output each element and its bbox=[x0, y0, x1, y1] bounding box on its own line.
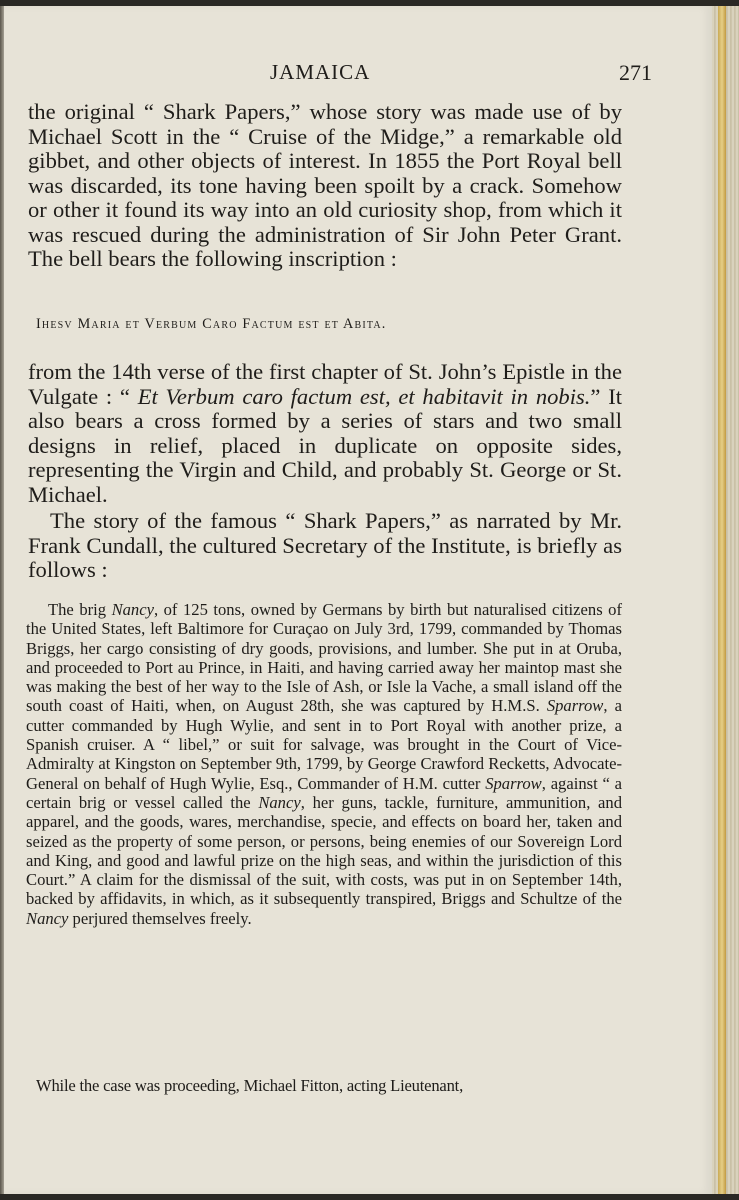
running-title: JAMAICA bbox=[270, 60, 371, 84]
quote-text-2: , of 125 tons, owned by Germans by birth but naturalised citizens of the United States, left Baltimore for Curaçao on July 3rd, 1799, commanded by Thomas Briggs, her cargo consisting of dry goods, provisions, and lumber. She put in at Oruba, and proceeded to Port au Prince, in Haiti, and having carried away her maintop mast she was making the best of her way to the Isle of Ash, or Isle la Vache, a small island off the south coast of Haiti, when, on August 28th, she was captured by H.M.S. bbox=[26, 600, 622, 716]
quote-text-5: , her guns, tackle, furniture, ammunition, and apparel, and the goods, wares, merchandise, specie, and effects on board her, taken and seized as the property of some person, or persons, being enemies of our Sovereign Lord and King, and good and lawful prize on the high seas, and within the jurisdiction of this Court.” A claim for the dismissal of the suit, with costs, was put in on September 14th, backed by affidavits, in which, as it subsequently transpired, Briggs and Schultze of the bbox=[26, 792, 622, 909]
latin-quote: Et Verbum caro factum est, et habitavit in nobis. bbox=[137, 383, 591, 409]
bell-inscription: Ihesv Maria et Verbum Caro Factum est et Abita. bbox=[36, 316, 387, 332]
ship-name: Sparrow bbox=[485, 773, 542, 793]
shark-papers-quote bbox=[26, 600, 622, 928]
paragraph-1-block bbox=[28, 100, 622, 272]
ship-name: Sparrow bbox=[546, 696, 604, 716]
paragraph-1: the original “ Shark Papers,” whose story was made use of by Michael Scott in the “ Cruise of the Midge,” a remarkable old gibbet, and other objects of interest. In 1855 the Port Royal bell was discarded, its tone having been spoilt by a crack. Somehow or other it found its way into an old curiosity shop, from which it was rescued during the administration of Sir John Peter Grant. The bell bears the following inscription : bbox=[28, 99, 622, 271]
ship-name: Nancy bbox=[258, 792, 301, 812]
quote-text-3: , a cutter commanded by Hugh Wylie, and sent in to Port Royal with another prize, a Spanish cruiser. A “ libel,” or suit for salvage, was brought in the Court of Vice-Admiralty at Kingston on September 9th, 1799, by George Crawford Recketts, Advocate-General on behalf of Hugh Wylie, Esq., Commander of H.M. cutter bbox=[26, 696, 622, 793]
paragraph-3: The story of the famous “ Shark Papers,” as narrated by Mr. Frank Cundall, the cultured Secretary of the Institute, is briefly as follows : bbox=[28, 508, 622, 582]
paragraph-2-block bbox=[28, 360, 622, 507]
page-number: 271 bbox=[619, 60, 652, 85]
ship-name: Nancy bbox=[26, 908, 69, 928]
paragraph-2-after: ” It also bears a cross formed by a series of stars and two small designs in relief, placed in duplicate on opposite sides, representing the Virgin and Child, and probably St. George or St. Michael. bbox=[28, 383, 622, 507]
quote-text-4: , against “ a certain brig or vessel called the bbox=[26, 773, 622, 812]
quote-text-1: The brig bbox=[48, 600, 112, 619]
paragraph-3-block bbox=[28, 509, 622, 583]
gilt-band bbox=[718, 6, 726, 1194]
paragraph-2-before: from the 14th verse of the first chapter of St. John’s Epistle in the Vulgate : “ bbox=[28, 359, 622, 409]
continuation-line: While the case was proceeding, Michael Fitton, acting Lieutenant, bbox=[36, 1076, 464, 1095]
page-edges bbox=[712, 6, 739, 1194]
running-head bbox=[26, 60, 652, 94]
quote-text-6: perjured themselves freely. bbox=[68, 908, 252, 928]
paragraph-2 bbox=[28, 360, 622, 507]
ship-name: Nancy bbox=[111, 600, 154, 619]
quote-paragraph bbox=[26, 600, 622, 928]
